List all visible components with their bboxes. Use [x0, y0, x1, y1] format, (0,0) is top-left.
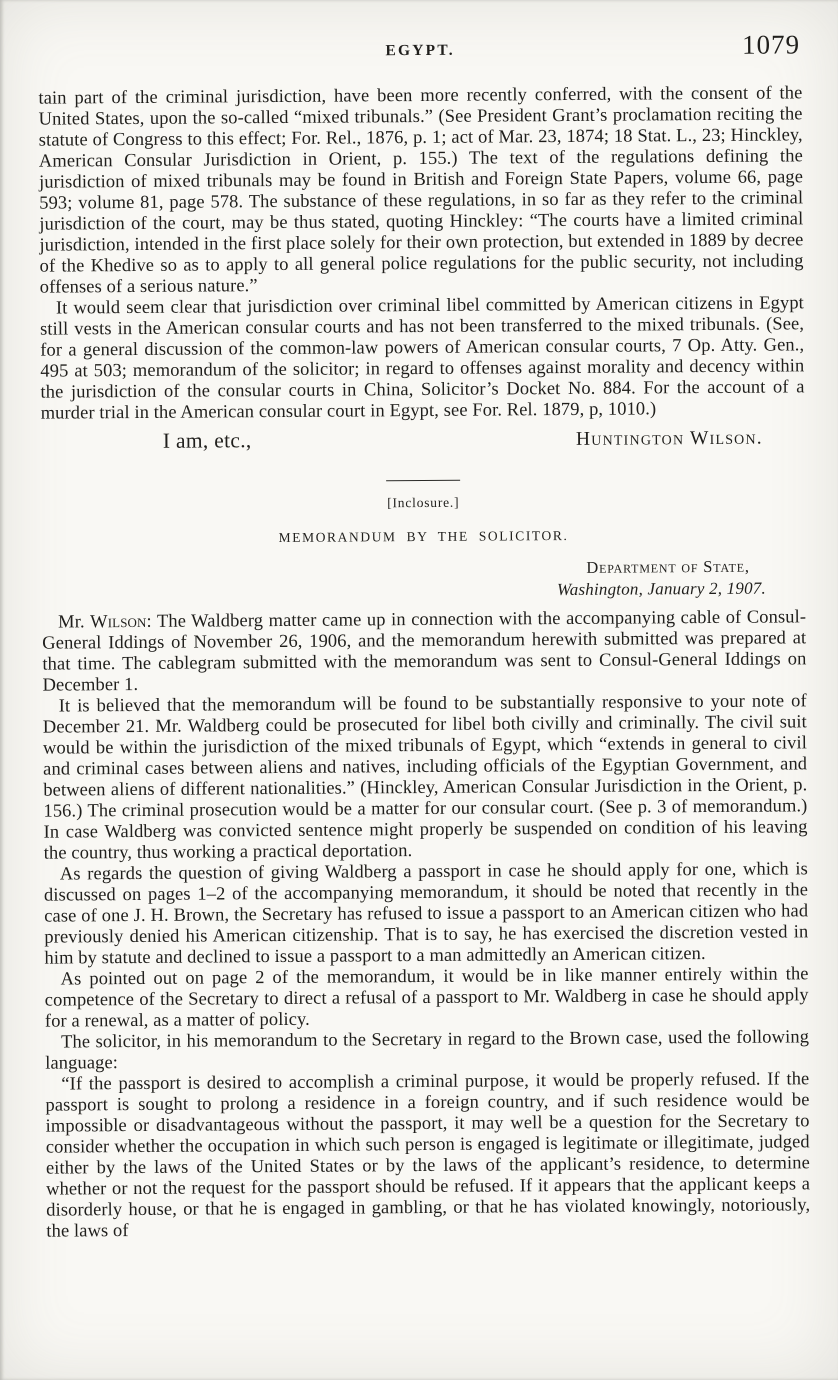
memo-paragraph-quote: “If the passport is desired to accomplish a criminal purpose, it would be properly refused. If the passport is sought to prolong a residence in a foreign country, and if such residence would be impossible or disadvantageous without the passport, it may well be a question for the Secretary to consider whether the occupation in which such person is engaged is legitimate or illegitimate, judged either by the laws of the United States or by the laws of the applicant’s residence, to determine whether or not the request for the passport should be refused. If it appears that the applicant keeps a disorderly house, or that he is engaged in gambling, or that he has violated knowingly, notoriously, the laws of: [45, 1069, 811, 1242]
inclosure-heading: MEMORANDUM BY THE SOLICITOR.: [278, 527, 569, 545]
letter-signature: Huntington Wilson.: [575, 427, 763, 450]
memo-paragraph: It is believed that the memorandum will be found to be substantially responsive to your note of December 21. Mr. Waldberg could be prosecuted for libel both civilly and criminally. The civil suit would be within the jurisdiction of the mixed tribunals of Egypt, which “extends in general to civil and criminal cases between aliens and natives, including officials of the Egyptian Government, and between aliens of different nationalities.” (Hinckley, American Consular Jurisdiction in the Orient, p. 156.) The criminal prosecution would be a matter for our consular court. (See p. 3 of memorandum.) In case Waldberg was convicted sentence might properly be suspended on condition of his leaving the country, thus working a practical deportation.: [42, 691, 808, 864]
letter-paragraph-continuation: tain part of the criminal jurisdiction, have been more recently conferred, with the consent of the United States, upon the so-called “mixed tribunals.” (See President Grant’s proclamation reciting the statute of Congress to this effect; For. Rel., 1876, p. 1; act of Mar. 23, 1874; 18 Stat. L., 23; Hinckley, American Consular Jurisdiction in Orient, p. 155.) The text of the regulations defining the jurisdiction of mixed tribunals may be found in British and Foreign State Papers, volume 66, page 593; volume 81, page 578. The substance of these regulations, in so far as they refer to the criminal jurisdiction of the court, may be thus stated, quoting Hinckley: “The courts have a limited criminal jurisdiction, intended in the first place solely for their own protection, but extended in 1889 by decree of the Khedive so as to apply to all general police regulations for the public security, not including offenses of a serious nature.”: [38, 83, 804, 298]
letter-closing: I am, etc.,: [162, 428, 252, 453]
letter-paragraph: It would seem clear that jurisdiction over criminal libel committed by American citizens in Egypt still vests in the American consular courts and has not been transferred to the mixed tribunals. (See, for a general discussion of the common-law powers of American consular courts, 7 Op. Atty. Gen., 495 at 503; memorandum of the solicitor; in regard to offenses against morality and decency within the jurisdiction of the consular courts in China, Solicitor’s Docket No. 884. For the account of a murder trial in the American consular court in Egypt, see For. Rel. 1879, p, 1010.): [39, 293, 805, 424]
letter-body: [38, 83, 805, 454]
memo-paragraph: As regards the question of giving Waldberg a passport in case he should apply for one, which is discussed on pages 1–2 of the accompanying memorandum, it should be noted that recently in the case of one J. H. Brown, the Secretary has refused to issue a passport to an American citizen who had previously denied his American citizenship. That is to say, he has exercised the discretion vested in him by statute and declined to issue a passport to a man admittedly an American citizen.: [43, 859, 809, 969]
department-line: Department of State,: [586, 556, 750, 577]
section-divider: [386, 480, 460, 482]
salutation: [58, 612, 152, 633]
letter-signoff: [41, 424, 805, 454]
place-date-line: Washington, January 2, 1907.: [556, 578, 766, 600]
memo-paragraph-first: [42, 607, 807, 696]
salutation-prefix: Mr.: [58, 612, 85, 633]
page-number: 1079: [741, 29, 801, 60]
salutation-name: Wilson:: [90, 611, 152, 633]
memo-paragraph: As pointed out on page 2 of the memorandum, it would be in like manner entirely within the competence of the Secretary to direct a refusal of a passport to Mr. Waldberg in case he should apply for a renewal, as a matter of policy.: [44, 964, 809, 1032]
memo-paragraph: The solicitor, in his memorandum to the Secretary in regard to the Brown case, used the following language:: [45, 1027, 810, 1074]
inclosure-label: [Inclosure.]: [387, 494, 460, 511]
running-title: EGYPT.: [385, 41, 455, 60]
memo-first-paragraph-text: The Waldberg matter came up in connection with the accompanying cable of Consul-General Iddings of November 26, 1906, and the memorandum herewith submitted was prepared at that time. The cablegram submitted with the memorandum was sent to Consul-General Iddings on December 1.: [42, 607, 807, 696]
inclosure-section: [41, 489, 810, 1242]
page-header: [38, 29, 802, 72]
page-content: [38, 29, 810, 1242]
